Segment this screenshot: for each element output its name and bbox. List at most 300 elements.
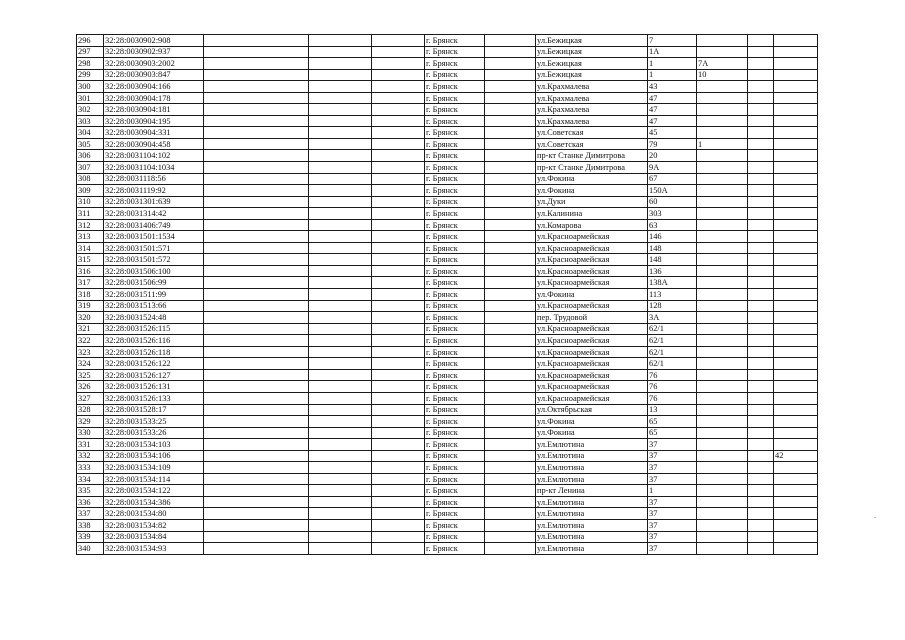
empty-cell bbox=[485, 277, 536, 289]
table-row bbox=[77, 196, 818, 208]
city-cell: г. Брянск bbox=[425, 508, 485, 520]
row-number-cell: 310 bbox=[77, 196, 104, 208]
house-number-cell: 62/1 bbox=[648, 323, 697, 335]
street-cell: ул.Красноармейская bbox=[536, 346, 648, 358]
empty-cell bbox=[309, 46, 372, 58]
street-cell: ул.Бежицкая bbox=[536, 35, 648, 47]
row-number-cell: 328 bbox=[77, 404, 104, 416]
city-cell: г. Брянск bbox=[425, 531, 485, 543]
city-cell: г. Брянск bbox=[425, 346, 485, 358]
cadastral-number-cell: 32:28:0031501:571 bbox=[104, 242, 204, 254]
apartment-cell bbox=[774, 519, 818, 531]
cadastral-number-cell: 32:28:0031301:639 bbox=[104, 196, 204, 208]
table-row bbox=[77, 543, 818, 555]
street-cell: ул.Емлютина bbox=[536, 462, 648, 474]
apartment-cell bbox=[774, 185, 818, 197]
city-cell: г. Брянск bbox=[425, 392, 485, 404]
house-number-cell: 136 bbox=[648, 265, 697, 277]
empty-cell bbox=[748, 508, 774, 520]
street-cell: ул.Емлютина bbox=[536, 519, 648, 531]
table-row bbox=[77, 323, 818, 335]
empty-cell bbox=[309, 104, 372, 116]
empty-cell bbox=[372, 196, 425, 208]
table-row bbox=[77, 35, 818, 47]
cadastral-number-cell: 32:28:0031506:100 bbox=[104, 265, 204, 277]
apartment-cell bbox=[774, 404, 818, 416]
empty-cell bbox=[372, 543, 425, 555]
apartment-cell bbox=[774, 300, 818, 312]
city-cell: г. Брянск bbox=[425, 277, 485, 289]
row-number-cell: 333 bbox=[77, 462, 104, 474]
city-cell: г. Брянск bbox=[425, 138, 485, 150]
city-cell: г. Брянск bbox=[425, 219, 485, 231]
apartment-cell bbox=[774, 427, 818, 439]
city-cell: г. Брянск bbox=[425, 196, 485, 208]
row-number-cell: 313 bbox=[77, 231, 104, 243]
empty-cell bbox=[372, 289, 425, 301]
house-number-cell: 13 bbox=[648, 404, 697, 416]
apartment-cell bbox=[774, 462, 818, 474]
table-row bbox=[77, 208, 818, 220]
city-cell: г. Брянск bbox=[425, 543, 485, 555]
empty-cell bbox=[372, 485, 425, 497]
table-row bbox=[77, 473, 818, 485]
building-cell: 10 bbox=[697, 69, 748, 81]
apartment-cell bbox=[774, 69, 818, 81]
empty-cell bbox=[372, 104, 425, 116]
empty-cell bbox=[372, 138, 425, 150]
city-cell: г. Брянск bbox=[425, 58, 485, 70]
empty-cell bbox=[309, 450, 372, 462]
empty-cell bbox=[485, 543, 536, 555]
empty-cell bbox=[748, 254, 774, 266]
empty-cell bbox=[748, 289, 774, 301]
table-row bbox=[77, 289, 818, 301]
empty-cell bbox=[485, 69, 536, 81]
street-cell: ул.Фокина bbox=[536, 416, 648, 428]
cadastral-number-cell: 32:28:0031526:133 bbox=[104, 392, 204, 404]
row-number-cell: 312 bbox=[77, 219, 104, 231]
empty-cell bbox=[204, 473, 309, 485]
empty-cell bbox=[204, 323, 309, 335]
city-cell: г. Брянск bbox=[425, 208, 485, 220]
empty-cell bbox=[485, 208, 536, 220]
row-number-cell: 334 bbox=[77, 473, 104, 485]
cadastral-number-cell: 32:28:0031534:84 bbox=[104, 531, 204, 543]
empty-cell bbox=[748, 346, 774, 358]
house-number-cell: 76 bbox=[648, 369, 697, 381]
city-cell: г. Брянск bbox=[425, 519, 485, 531]
building-cell bbox=[697, 104, 748, 116]
street-cell: ул.Красноармейская bbox=[536, 335, 648, 347]
house-number-cell: 7 bbox=[648, 35, 697, 47]
cadastral-number-cell: 32:28:0030904:331 bbox=[104, 127, 204, 139]
empty-cell bbox=[748, 335, 774, 347]
empty-cell bbox=[309, 196, 372, 208]
table-row bbox=[77, 254, 818, 266]
cadastral-number-cell: 32:28:0031534:80 bbox=[104, 508, 204, 520]
apartment-cell bbox=[774, 219, 818, 231]
empty-cell bbox=[204, 543, 309, 555]
city-cell: г. Брянск bbox=[425, 369, 485, 381]
table-row bbox=[77, 46, 818, 58]
empty-cell bbox=[485, 162, 536, 174]
empty-cell bbox=[485, 173, 536, 185]
empty-cell bbox=[309, 265, 372, 277]
empty-cell bbox=[485, 92, 536, 104]
row-number-cell: 316 bbox=[77, 265, 104, 277]
street-cell: ул.Крахмалева bbox=[536, 104, 648, 116]
cadastral-number-cell: 32:28:0031314:42 bbox=[104, 208, 204, 220]
empty-cell bbox=[372, 173, 425, 185]
row-number-cell: 301 bbox=[77, 92, 104, 104]
empty-cell bbox=[485, 335, 536, 347]
cadastral-number-cell: 32:28:0031501:572 bbox=[104, 254, 204, 266]
cadastral-number-cell: 32:28:0031506:99 bbox=[104, 277, 204, 289]
apartment-cell bbox=[774, 473, 818, 485]
apartment-cell bbox=[774, 104, 818, 116]
street-cell: ул.Красноармейская bbox=[536, 265, 648, 277]
empty-cell bbox=[485, 496, 536, 508]
city-cell: г. Брянск bbox=[425, 404, 485, 416]
empty-cell bbox=[204, 450, 309, 462]
house-number-cell: 303 bbox=[648, 208, 697, 220]
apartment-cell bbox=[774, 381, 818, 393]
empty-cell bbox=[372, 208, 425, 220]
house-number-cell: 37 bbox=[648, 531, 697, 543]
row-number-cell: 308 bbox=[77, 173, 104, 185]
building-cell bbox=[697, 392, 748, 404]
building-cell bbox=[697, 231, 748, 243]
empty-cell bbox=[309, 312, 372, 324]
empty-cell bbox=[372, 300, 425, 312]
empty-cell bbox=[748, 300, 774, 312]
empty-cell bbox=[748, 150, 774, 162]
row-number-cell: 315 bbox=[77, 254, 104, 266]
building-cell bbox=[697, 335, 748, 347]
empty-cell bbox=[309, 115, 372, 127]
empty-cell bbox=[372, 69, 425, 81]
cadastral-number-cell: 32:28:0031534:82 bbox=[104, 519, 204, 531]
empty-cell bbox=[204, 265, 309, 277]
empty-cell bbox=[204, 231, 309, 243]
empty-cell bbox=[485, 485, 536, 497]
cadastral-number-cell: 32:28:0031533:26 bbox=[104, 427, 204, 439]
cadastral-number-cell: 32:28:0030904:178 bbox=[104, 92, 204, 104]
building-cell bbox=[697, 462, 748, 474]
table-row bbox=[77, 462, 818, 474]
street-cell: ул.Фокина bbox=[536, 185, 648, 197]
apartment-cell bbox=[774, 416, 818, 428]
empty-cell bbox=[485, 265, 536, 277]
city-cell: г. Брянск bbox=[425, 335, 485, 347]
empty-cell bbox=[748, 265, 774, 277]
street-cell: ул.Емлютина bbox=[536, 439, 648, 451]
house-number-cell: 65 bbox=[648, 427, 697, 439]
building-cell bbox=[697, 92, 748, 104]
empty-cell bbox=[204, 369, 309, 381]
empty-cell bbox=[372, 439, 425, 451]
table-row bbox=[77, 300, 818, 312]
street-cell: ул.Емлютина bbox=[536, 531, 648, 543]
street-cell: ул.Крахмалева bbox=[536, 81, 648, 93]
empty-cell bbox=[204, 208, 309, 220]
empty-cell bbox=[372, 381, 425, 393]
building-cell bbox=[697, 485, 748, 497]
empty-cell bbox=[372, 416, 425, 428]
empty-cell bbox=[204, 150, 309, 162]
building-cell bbox=[697, 300, 748, 312]
house-number-cell: 62/1 bbox=[648, 358, 697, 370]
empty-cell bbox=[485, 392, 536, 404]
table-row bbox=[77, 138, 818, 150]
cadastral-number-cell: 32:28:0031511:99 bbox=[104, 289, 204, 301]
street-cell: ул.Октябрьская bbox=[536, 404, 648, 416]
empty-cell bbox=[309, 462, 372, 474]
row-number-cell: 325 bbox=[77, 369, 104, 381]
row-number-cell: 335 bbox=[77, 485, 104, 497]
row-number-cell: 299 bbox=[77, 69, 104, 81]
table-row bbox=[77, 346, 818, 358]
building-cell bbox=[697, 427, 748, 439]
empty-cell bbox=[748, 231, 774, 243]
house-number-cell: 67 bbox=[648, 173, 697, 185]
apartment-cell bbox=[774, 439, 818, 451]
building-cell bbox=[697, 416, 748, 428]
house-number-cell: 1 bbox=[648, 69, 697, 81]
building-cell bbox=[697, 196, 748, 208]
empty-cell bbox=[204, 104, 309, 116]
house-number-cell: 138А bbox=[648, 277, 697, 289]
row-number-cell: 298 bbox=[77, 58, 104, 70]
apartment-cell bbox=[774, 208, 818, 220]
row-number-cell: 311 bbox=[77, 208, 104, 220]
table-row bbox=[77, 277, 818, 289]
empty-cell bbox=[485, 104, 536, 116]
apartment-cell bbox=[774, 138, 818, 150]
row-number-cell: 340 bbox=[77, 543, 104, 555]
apartment-cell bbox=[774, 196, 818, 208]
building-cell bbox=[697, 162, 748, 174]
city-cell: г. Брянск bbox=[425, 115, 485, 127]
building-cell bbox=[697, 127, 748, 139]
table-row bbox=[77, 392, 818, 404]
apartment-cell bbox=[774, 127, 818, 139]
empty-cell bbox=[485, 404, 536, 416]
empty-cell bbox=[204, 127, 309, 139]
empty-cell bbox=[485, 254, 536, 266]
house-number-cell: 47 bbox=[648, 115, 697, 127]
empty-cell bbox=[309, 439, 372, 451]
building-cell bbox=[697, 173, 748, 185]
cadastral-number-cell: 32:28:0030903:847 bbox=[104, 69, 204, 81]
city-cell: г. Брянск bbox=[425, 312, 485, 324]
table-row bbox=[77, 115, 818, 127]
empty-cell bbox=[309, 300, 372, 312]
row-number-cell: 330 bbox=[77, 427, 104, 439]
cadastral-number-cell: 32:28:0031534:106 bbox=[104, 450, 204, 462]
street-cell: ул.Красноармейская bbox=[536, 254, 648, 266]
apartment-cell bbox=[774, 254, 818, 266]
street-cell: ул.Емлютина bbox=[536, 473, 648, 485]
table-row bbox=[77, 150, 818, 162]
cadastral-number-cell: 32:28:0031534:103 bbox=[104, 439, 204, 451]
house-number-cell: 76 bbox=[648, 381, 697, 393]
city-cell: г. Брянск bbox=[425, 81, 485, 93]
apartment-cell bbox=[774, 277, 818, 289]
apartment-cell bbox=[774, 531, 818, 543]
house-number-cell: 76 bbox=[648, 392, 697, 404]
empty-cell bbox=[485, 81, 536, 93]
empty-cell bbox=[748, 381, 774, 393]
empty-cell bbox=[204, 196, 309, 208]
table-row bbox=[77, 312, 818, 324]
row-number-cell: 317 bbox=[77, 277, 104, 289]
cadastral-number-cell: 32:28:0030903:2002 bbox=[104, 58, 204, 70]
table-row bbox=[77, 335, 818, 347]
table-row bbox=[77, 404, 818, 416]
building-cell bbox=[697, 150, 748, 162]
empty-cell bbox=[309, 323, 372, 335]
building-cell bbox=[697, 265, 748, 277]
empty-cell bbox=[309, 404, 372, 416]
building-cell bbox=[697, 208, 748, 220]
empty-cell bbox=[309, 35, 372, 47]
empty-cell bbox=[485, 196, 536, 208]
table-row bbox=[77, 531, 818, 543]
table-row bbox=[77, 81, 818, 93]
street-cell: ул.Дуки bbox=[536, 196, 648, 208]
house-number-cell: 47 bbox=[648, 92, 697, 104]
empty-cell bbox=[485, 185, 536, 197]
row-number-cell: 321 bbox=[77, 323, 104, 335]
empty-cell bbox=[748, 392, 774, 404]
apartment-cell: 42 bbox=[774, 450, 818, 462]
empty-cell bbox=[204, 185, 309, 197]
street-cell: ул.Крахмалева bbox=[536, 115, 648, 127]
empty-cell bbox=[372, 323, 425, 335]
empty-cell bbox=[309, 381, 372, 393]
empty-cell bbox=[485, 242, 536, 254]
city-cell: г. Брянск bbox=[425, 300, 485, 312]
street-cell: пр-кт Ленина bbox=[536, 485, 648, 497]
row-number-cell: 302 bbox=[77, 104, 104, 116]
city-cell: г. Брянск bbox=[425, 289, 485, 301]
empty-cell bbox=[372, 519, 425, 531]
street-cell: пр-кт Станке Димитрова bbox=[536, 162, 648, 174]
table-row bbox=[77, 219, 818, 231]
building-cell: 7А bbox=[697, 58, 748, 70]
empty-cell bbox=[309, 531, 372, 543]
empty-cell bbox=[372, 450, 425, 462]
cadastral-number-cell: 32:28:0031513:66 bbox=[104, 300, 204, 312]
empty-cell bbox=[485, 462, 536, 474]
apartment-cell bbox=[774, 323, 818, 335]
empty-cell bbox=[485, 439, 536, 451]
building-cell bbox=[697, 254, 748, 266]
empty-cell bbox=[309, 69, 372, 81]
apartment-cell bbox=[774, 265, 818, 277]
empty-cell bbox=[748, 242, 774, 254]
empty-cell bbox=[309, 127, 372, 139]
cadastral-number-cell: 32:28:0031534:109 bbox=[104, 462, 204, 474]
empty-cell bbox=[485, 35, 536, 47]
building-cell bbox=[697, 46, 748, 58]
table-row bbox=[77, 185, 818, 197]
empty-cell bbox=[204, 358, 309, 370]
table-row bbox=[77, 508, 818, 520]
empty-cell bbox=[372, 312, 425, 324]
house-number-cell: 63 bbox=[648, 219, 697, 231]
empty-cell bbox=[748, 427, 774, 439]
city-cell: г. Брянск bbox=[425, 104, 485, 116]
table-row bbox=[77, 127, 818, 139]
row-number-cell: 329 bbox=[77, 416, 104, 428]
empty-cell bbox=[485, 416, 536, 428]
empty-cell bbox=[309, 254, 372, 266]
building-cell bbox=[697, 404, 748, 416]
cadastral-number-cell: 32:28:0030904:195 bbox=[104, 115, 204, 127]
cadastral-number-cell: 32:28:0030904:458 bbox=[104, 138, 204, 150]
empty-cell bbox=[748, 162, 774, 174]
empty-cell bbox=[748, 473, 774, 485]
empty-cell bbox=[748, 219, 774, 231]
house-number-cell: 60 bbox=[648, 196, 697, 208]
city-cell: г. Брянск bbox=[425, 427, 485, 439]
street-cell: ул.Красноармейская bbox=[536, 277, 648, 289]
house-number-cell: 62/1 bbox=[648, 335, 697, 347]
empty-cell bbox=[372, 35, 425, 47]
empty-cell bbox=[748, 369, 774, 381]
street-cell: ул.Бежицкая bbox=[536, 58, 648, 70]
table-row bbox=[77, 427, 818, 439]
apartment-cell bbox=[774, 115, 818, 127]
city-cell: г. Брянск bbox=[425, 265, 485, 277]
empty-cell bbox=[204, 519, 309, 531]
street-cell: пр-кт Станке Димитрова bbox=[536, 150, 648, 162]
row-number-cell: 324 bbox=[77, 358, 104, 370]
empty-cell bbox=[309, 369, 372, 381]
empty-cell bbox=[485, 519, 536, 531]
empty-cell bbox=[485, 312, 536, 324]
empty-cell bbox=[309, 346, 372, 358]
apartment-cell bbox=[774, 173, 818, 185]
house-number-cell: 37 bbox=[648, 543, 697, 555]
apartment-cell bbox=[774, 46, 818, 58]
cadastral-number-cell: 32:28:0031119:92 bbox=[104, 185, 204, 197]
empty-cell bbox=[204, 81, 309, 93]
city-cell: г. Брянск bbox=[425, 127, 485, 139]
empty-cell bbox=[485, 138, 536, 150]
cadastral-number-cell: 32:28:0031526:131 bbox=[104, 381, 204, 393]
table-row bbox=[77, 416, 818, 428]
building-cell bbox=[697, 289, 748, 301]
city-cell: г. Брянск bbox=[425, 69, 485, 81]
city-cell: г. Брянск bbox=[425, 485, 485, 497]
empty-cell bbox=[204, 69, 309, 81]
empty-cell bbox=[204, 381, 309, 393]
empty-cell bbox=[309, 392, 372, 404]
cadastral-number-cell: 32:28:0030902:937 bbox=[104, 46, 204, 58]
empty-cell bbox=[372, 115, 425, 127]
empty-cell bbox=[309, 519, 372, 531]
city-cell: г. Брянск bbox=[425, 162, 485, 174]
cadastral-number-cell: 32:28:0031104:102 bbox=[104, 150, 204, 162]
street-cell: ул.Крахмалева bbox=[536, 92, 648, 104]
empty-cell bbox=[204, 427, 309, 439]
empty-cell bbox=[204, 404, 309, 416]
row-number-cell: 336 bbox=[77, 496, 104, 508]
